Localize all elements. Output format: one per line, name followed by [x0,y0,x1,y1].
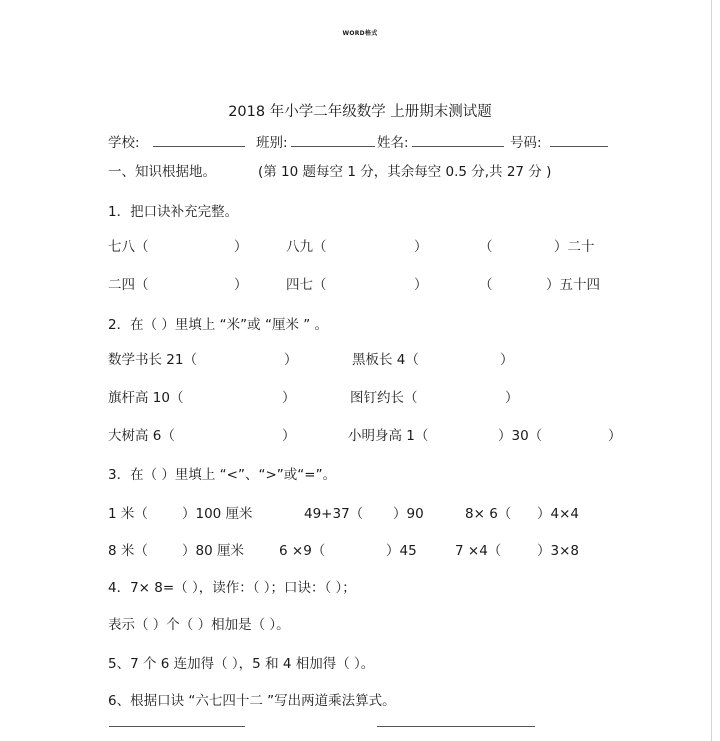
section-heading: 一、知识根据地。 [108,164,216,180]
q2-item: 数学书长 21（ [108,352,197,368]
q1-item: 四七（ [286,277,327,293]
name-label: 姓名: [377,135,409,151]
q2-item: ） [505,390,519,406]
q3-item: ）45 [386,543,417,559]
q2-item: 旗杆高 10（ [108,390,184,406]
school-label: 学校: [108,135,140,151]
q2-item: ） [500,352,514,368]
q3-item: ）4×4 [537,506,579,522]
answer-line-1[interactable] [109,726,245,727]
q1-item: ） [234,277,248,293]
q2-item: 大树高 6（ [108,428,175,444]
q4-line-2: 表示（ ）个（ ）相加是（ ）。 [108,617,290,633]
q2-item: ） [608,428,622,444]
answer-line-2[interactable] [377,726,535,727]
q4-line-1: 4．7× 8=（ ），读作：（ ）；口诀：（ ）； [108,580,356,596]
q1-item: ）二十 [554,239,595,255]
q1-item: 七八（ [108,239,149,255]
number-field[interactable] [550,146,608,147]
section-score-note: (第 10 题每空 1 分，其余每空 0.5 分,共 27 分 ) [258,164,552,180]
q3-item: 8× 6（ [465,506,512,522]
q1-item: 八九（ [286,239,327,255]
q2-item: ） [282,390,296,406]
q3-item: ）80 厘米 [182,543,244,559]
q2-item: 小明身高 1（ [348,428,429,444]
q2-item: ）30（ [498,428,543,444]
q2-item: ） [282,428,296,444]
class-field[interactable] [291,146,375,147]
q2-item: 图钉约长（ [350,390,418,406]
q2-item: 黑板长 4（ [352,352,419,368]
header-tag: WORD格式 [342,30,378,37]
number-label: 号码: [510,135,542,151]
q1-item: ） [234,239,248,255]
q3-item: 7 ×4（ [455,543,502,559]
school-field[interactable] [153,146,245,147]
q6-line: 6、根据口诀 “六七四十二 ”写出两道乘法算式。 [108,693,396,709]
q1-item: （ [479,239,493,255]
q1-prompt: 1．把口诀补充完整。 [108,204,239,220]
q3-item: 8 米（ [108,543,148,559]
q3-item: ）90 [393,506,424,522]
q5-line: 5、7 个 6 连加得（ ），5 和 4 相加得（ ）。 [108,656,375,672]
page-title: 2018 年小学二年级数学 上册期末测试题 [228,104,492,120]
name-field[interactable] [412,146,504,147]
q3-item: 49+37（ [304,506,364,522]
q3-item: ）3×8 [537,543,579,559]
q3-item: 1 米（ [108,506,148,522]
q1-item: （ [479,277,493,293]
q2-item: ） [284,352,298,368]
q1-item: 二四（ [108,277,149,293]
q1-item: ） [414,277,428,293]
q3-item: ）100 厘米 [182,506,253,522]
class-label: 班别: [256,135,288,151]
q1-item: ）五十四 [546,277,600,293]
q3-item: 6 ×9（ [279,543,326,559]
q1-item: ） [414,239,428,255]
q3-prompt: 3．在（ ）里填上 “<”、“>”或“=”。 [108,467,337,483]
q2-prompt: 2．在（ ）里填上 “米”或 “厘米 ” 。 [108,317,329,333]
